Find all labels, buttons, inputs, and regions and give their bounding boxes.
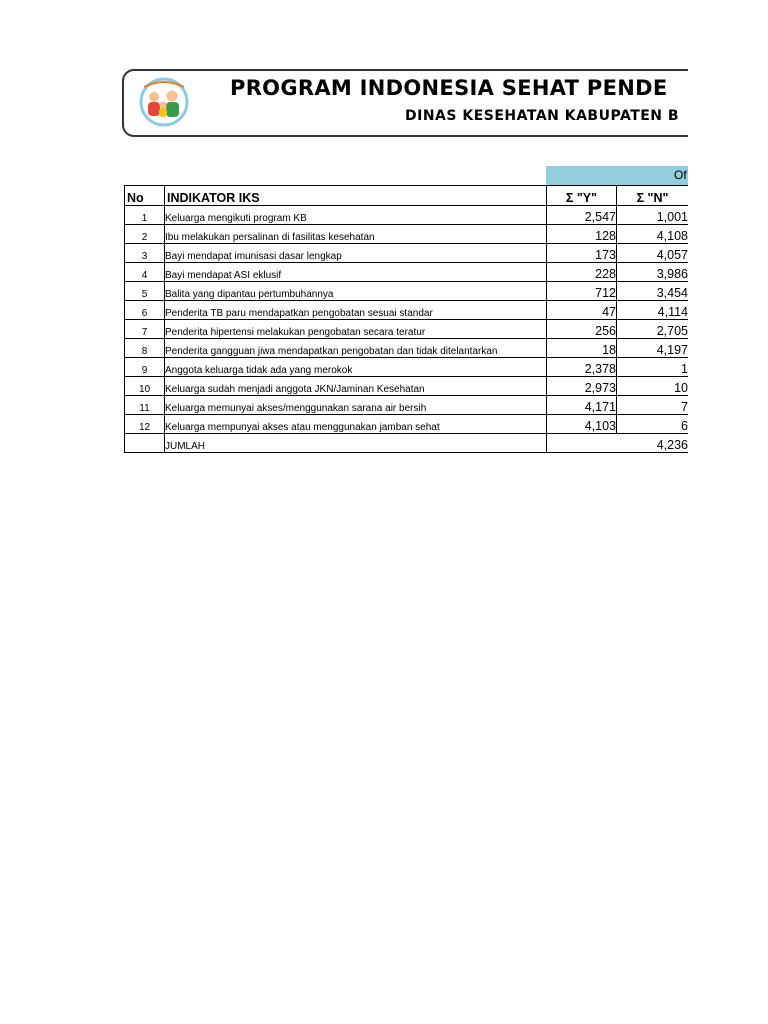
table-row <box>125 415 768 434</box>
cell-y: 128 <box>547 225 617 244</box>
table-row <box>125 396 768 415</box>
header-indikator: INDIKATOR IKS <box>165 186 547 206</box>
table-row <box>125 320 768 339</box>
table-row <box>125 339 768 358</box>
cell-n: 4,108 <box>617 225 689 244</box>
cell-no: 8 <box>125 339 165 358</box>
cell-no: 7 <box>125 320 165 339</box>
total-row <box>125 434 768 453</box>
cell-y: 2,973 <box>547 377 617 396</box>
cell-y: 2,378 <box>547 358 617 377</box>
cell-indikator: Penderita hipertensi melakukan pengobatan secara teratur <box>165 320 547 339</box>
cell-n: 4,057 <box>617 244 689 263</box>
cell-indikator: Keluarga memunyai akses/menggunakan sarana air bersih <box>165 396 547 415</box>
cell-n: 3,986 <box>617 263 689 282</box>
cell-no: 2 <box>125 225 165 244</box>
cell-no: 4 <box>125 263 165 282</box>
cell-indikator: Anggota keluarga tidak ada yang merokok <box>165 358 547 377</box>
total-value: 4,236 <box>547 434 689 453</box>
cell-no: 12 <box>125 415 165 434</box>
table-body <box>125 206 768 453</box>
cell-y: 256 <box>547 320 617 339</box>
cell-indikator: Penderita gangguan jiwa mendapatkan pengobatan dan tidak ditelantarkan <box>165 339 547 358</box>
cell-no: 11 <box>125 396 165 415</box>
cell-indikator: Bayi mendapat imunisasi dasar lengkap <box>165 244 547 263</box>
cell-indikator: Penderita TB paru mendapatkan pengobatan sesuai standar <box>165 301 547 320</box>
cell-indikator: Keluarga sudah menjadi anggota JKN/Jaminan Kesehatan <box>165 377 547 396</box>
cell-indikator: Keluarga mengikuti program KB <box>165 206 547 225</box>
cell-n: 3,454 <box>617 282 689 301</box>
table-row <box>125 263 768 282</box>
cell-n: 7 <box>617 396 689 415</box>
table-row <box>125 244 768 263</box>
cell-no: 9 <box>125 358 165 377</box>
cell-no: 1 <box>125 206 165 225</box>
cell-y: 712 <box>547 282 617 301</box>
cell-n: 4,114 <box>617 301 689 320</box>
header-n: Σ "N" <box>617 186 689 206</box>
table-row <box>125 377 768 396</box>
cell-no: 3 <box>125 244 165 263</box>
table-row <box>125 225 768 244</box>
table-header-row <box>125 186 768 206</box>
table-row <box>125 282 768 301</box>
column-group-label: Of <box>674 168 687 182</box>
cell-indikator: Keluarga mempunyai akses atau menggunakan jamban sehat <box>165 415 547 434</box>
cell-n: 2,705 <box>617 320 689 339</box>
cell-n: 10 <box>617 377 689 396</box>
table-row <box>125 358 768 377</box>
cell-n: 1 <box>617 358 689 377</box>
cell-indikator: Ibu melakukan persalinan di fasilitas kesehatan <box>165 225 547 244</box>
cell-y: 228 <box>547 263 617 282</box>
family-logo-icon <box>132 77 196 127</box>
viewport-clip <box>688 60 768 480</box>
cell-no: 10 <box>125 377 165 396</box>
header-no: No <box>125 186 165 206</box>
cell-y: 4,171 <box>547 396 617 415</box>
page-title: PROGRAM INDONESIA SEHAT PENDE <box>230 76 668 100</box>
table-row <box>125 206 768 225</box>
table-row <box>125 301 768 320</box>
cell-n: 4,197 <box>617 339 689 358</box>
cell-y: 173 <box>547 244 617 263</box>
page-subtitle: DINAS KESEHATAN KABUPATEN B <box>405 108 680 124</box>
cell-y: 4,103 <box>547 415 617 434</box>
cell-n: 1,001 <box>617 206 689 225</box>
cell-indikator: Balita yang dipantau pertumbuhannya <box>165 282 547 301</box>
cell-y: 47 <box>547 301 617 320</box>
cell-n: 6 <box>617 415 689 434</box>
cell-no: 6 <box>125 301 165 320</box>
total-label: JUMLAH <box>165 434 547 453</box>
cell-indikator: Bayi mendapat ASI eklusif <box>165 263 547 282</box>
cell-y: 2,547 <box>547 206 617 225</box>
cell-no: 5 <box>125 282 165 301</box>
cell-y: 18 <box>547 339 617 358</box>
iks-table <box>124 185 768 453</box>
header-y: Σ "Y" <box>547 186 617 206</box>
